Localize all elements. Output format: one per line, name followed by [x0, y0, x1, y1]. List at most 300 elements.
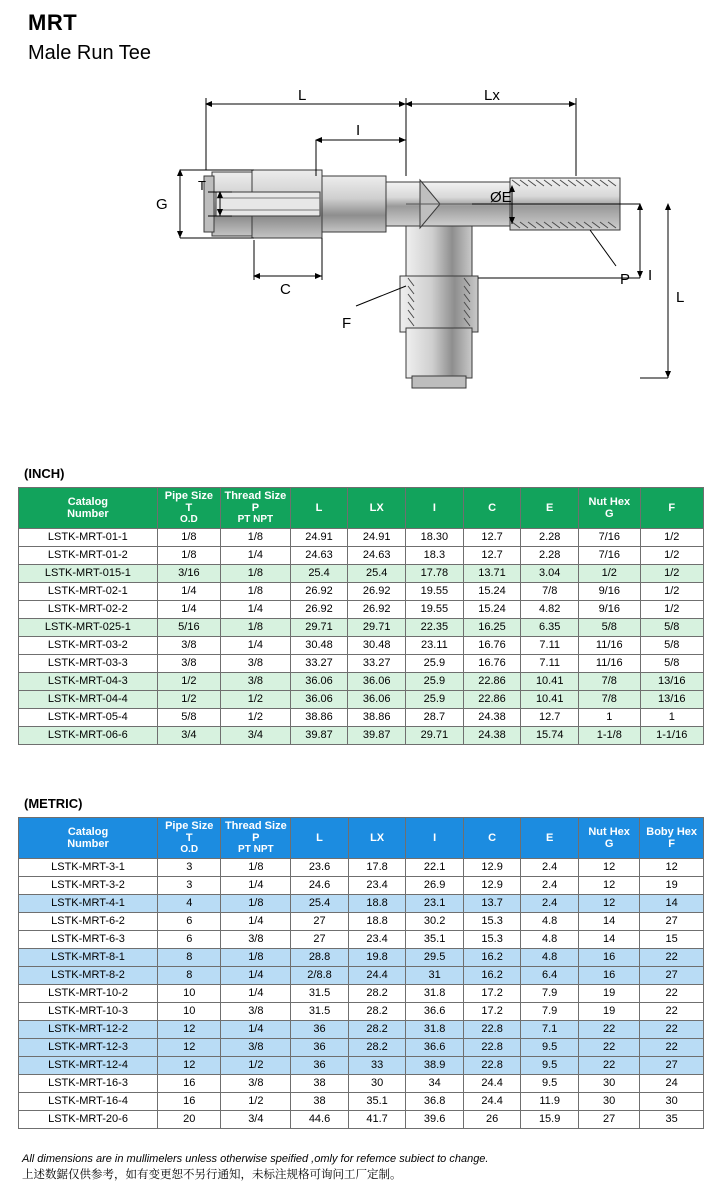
header-thread-size: Thread Size P PT NPT [221, 488, 291, 529]
cell-I: 36.6 [406, 1039, 464, 1057]
cell-L: 27 [291, 931, 349, 949]
cell-G: 1 [579, 709, 640, 727]
cell-G: 1/2 [579, 565, 640, 583]
cell-LX: 28.2 [348, 1003, 406, 1021]
cell-G: 12 [578, 877, 639, 895]
cell-C: 12.9 [463, 877, 521, 895]
product-code: MRT [28, 10, 78, 35]
cell-catalog-number: LSTK-MRT-16-4 [19, 1093, 158, 1111]
cell-L: 39.87 [290, 727, 348, 745]
cell-catalog-number: LSTK-MRT-04-3 [19, 673, 158, 691]
cell-C: 16.76 [463, 655, 521, 673]
cell-thread-size: 1/4 [221, 877, 291, 895]
cell-C: 12.7 [463, 529, 521, 547]
cell-E: 2.28 [521, 529, 579, 547]
cell-G: 5/8 [579, 619, 640, 637]
cell-E: 12.7 [521, 709, 579, 727]
cell-G: 1-1/8 [579, 727, 640, 745]
table-row [19, 727, 704, 745]
dim-label-I-right: I [648, 267, 653, 284]
cell-F: 22 [640, 985, 704, 1003]
cell-I: 25.9 [406, 691, 464, 709]
cell-G: 7/8 [579, 673, 640, 691]
cell-C: 17.2 [463, 985, 521, 1003]
cell-I: 31.8 [406, 1021, 464, 1039]
cell-pipe-size: 3/16 [157, 565, 220, 583]
metric-table-body [19, 859, 704, 1129]
cell-E: 6.35 [521, 619, 579, 637]
cell-pipe-size: 8 [158, 967, 221, 985]
cell-I: 25.9 [406, 655, 464, 673]
cell-LX: 24.4 [348, 967, 406, 985]
cell-F: 5/8 [640, 655, 703, 673]
header-pipe-size: Pipe Size T O.D [158, 818, 221, 859]
cell-C: 15.24 [463, 583, 521, 601]
cell-G: 12 [578, 859, 639, 877]
dim-label-E: ØE [490, 189, 512, 206]
cell-C: 12.9 [463, 859, 521, 877]
cell-catalog-number: LSTK-MRT-06-6 [19, 727, 158, 745]
cell-LX: 23.4 [348, 877, 406, 895]
cell-G: 11/16 [579, 637, 640, 655]
footer-notes [22, 1152, 702, 1183]
header-nut-hex-G: Nut Hex G [579, 488, 640, 529]
cell-pipe-size: 10 [158, 985, 221, 1003]
cell-I: 19.55 [406, 601, 464, 619]
table-header-row [19, 488, 704, 529]
cell-thread-size: 1/2 [221, 1057, 291, 1075]
cell-pipe-size: 1/8 [157, 547, 220, 565]
header-LX: LX [348, 488, 406, 529]
cell-pipe-size: 16 [158, 1075, 221, 1093]
inch-section-label: (INCH) [24, 466, 65, 481]
cell-F: 15 [640, 931, 704, 949]
cell-E: 7.9 [521, 1003, 579, 1021]
cell-L: 23.6 [291, 859, 349, 877]
cell-thread-size: 1/8 [221, 583, 291, 601]
cell-F: 1/2 [640, 601, 703, 619]
cell-LX: 17.8 [348, 859, 406, 877]
dim-label-T: T [198, 178, 206, 193]
cell-I: 35.1 [406, 931, 464, 949]
cell-E: 7.9 [521, 985, 579, 1003]
cell-L: 38.86 [290, 709, 348, 727]
cell-I: 34 [406, 1075, 464, 1093]
cell-F: 1 [640, 709, 703, 727]
table-row [19, 949, 704, 967]
cell-thread-size: 3/8 [221, 1075, 291, 1093]
cell-C: 22.86 [463, 673, 521, 691]
dim-label-C: C [280, 281, 291, 298]
cell-C: 16.25 [463, 619, 521, 637]
dim-label-P: P [620, 271, 631, 288]
cell-I: 22.1 [406, 859, 464, 877]
cell-thread-size: 1/4 [221, 547, 291, 565]
table-row [19, 619, 704, 637]
cell-catalog-number: LSTK-MRT-3-2 [19, 877, 158, 895]
cell-G: 22 [578, 1039, 639, 1057]
table-row [19, 1075, 704, 1093]
cell-catalog-number: LSTK-MRT-01-2 [19, 547, 158, 565]
cell-E: 9.5 [521, 1039, 579, 1057]
table-row [19, 529, 704, 547]
cell-E: 6.4 [521, 967, 579, 985]
cell-I: 23.1 [406, 895, 464, 913]
cell-C: 24.38 [463, 709, 521, 727]
metric-table [18, 817, 704, 1129]
cell-F: 22 [640, 949, 704, 967]
table-row [19, 859, 704, 877]
cell-I: 17.78 [406, 565, 464, 583]
cell-catalog-number: LSTK-MRT-8-1 [19, 949, 158, 967]
header-L: L [291, 818, 349, 859]
cell-G: 11/16 [579, 655, 640, 673]
cell-pipe-size: 3 [158, 859, 221, 877]
cell-pipe-size: 12 [158, 1039, 221, 1057]
dim-label-L-right: L [676, 289, 685, 306]
table-row [19, 565, 704, 583]
cell-E: 9.5 [521, 1075, 579, 1093]
table-row [19, 655, 704, 673]
cell-thread-size: 1/4 [221, 1021, 291, 1039]
cell-LX: 23.4 [348, 931, 406, 949]
cell-catalog-number: LSTK-MRT-16-3 [19, 1075, 158, 1093]
cell-thread-size: 1/4 [221, 967, 291, 985]
header-nut-hex-G: Nut Hex G [578, 818, 639, 859]
cell-catalog-number: LSTK-MRT-025-1 [19, 619, 158, 637]
cell-G: 22 [578, 1021, 639, 1039]
cell-catalog-number: LSTK-MRT-12-4 [19, 1057, 158, 1075]
table-row [19, 1111, 704, 1129]
cell-catalog-number: LSTK-MRT-015-1 [19, 565, 158, 583]
cell-thread-size: 1/2 [221, 709, 291, 727]
header-pipe-size: Pipe Size T O.D [157, 488, 220, 529]
cell-catalog-number: LSTK-MRT-6-2 [19, 913, 158, 931]
cell-F: 22 [640, 1021, 704, 1039]
dim-label-F: F [342, 315, 352, 332]
cell-G: 7/16 [579, 529, 640, 547]
cell-F: 12 [640, 859, 704, 877]
cell-pipe-size: 12 [158, 1057, 221, 1075]
cell-L: 31.5 [291, 1003, 349, 1021]
cell-L: 31.5 [291, 985, 349, 1003]
cell-catalog-number: LSTK-MRT-02-1 [19, 583, 158, 601]
cell-G: 7/8 [579, 691, 640, 709]
cell-I: 29.71 [406, 727, 464, 745]
cell-G: 14 [578, 931, 639, 949]
inch-table [18, 487, 704, 745]
cell-F: 27 [640, 913, 704, 931]
cell-E: 15.74 [521, 727, 579, 745]
cell-thread-size: 1/8 [221, 895, 291, 913]
cell-LX: 28.2 [348, 1039, 406, 1057]
cell-LX: 38.86 [348, 709, 406, 727]
footer-note-en: All dimensions are in mullimelers unless otherwise speified ,omly for refemce subiect to change. [22, 1153, 489, 1165]
cell-thread-size: 1/8 [221, 619, 291, 637]
cell-thread-size: 3/8 [221, 655, 291, 673]
table-row [19, 877, 704, 895]
cell-L: 36 [291, 1039, 349, 1057]
header-I: I [406, 488, 464, 529]
cell-E: 4.8 [521, 931, 579, 949]
header-thread-size: Thread Size P PT NPT [221, 818, 291, 859]
cell-catalog-number: LSTK-MRT-02-2 [19, 601, 158, 619]
cell-thread-size: 1/4 [221, 913, 291, 931]
cell-catalog-number: LSTK-MRT-4-1 [19, 895, 158, 913]
cell-catalog-number: LSTK-MRT-3-1 [19, 859, 158, 877]
header-C: C [463, 818, 521, 859]
cell-thread-size: 3/8 [221, 673, 291, 691]
table-row [19, 1057, 704, 1075]
cell-C: 24.38 [463, 727, 521, 745]
cell-G: 7/16 [579, 547, 640, 565]
cell-E: 7.11 [521, 637, 579, 655]
cell-F: 35 [640, 1111, 704, 1129]
cell-pipe-size: 10 [158, 1003, 221, 1021]
cell-E: 4.8 [521, 949, 579, 967]
cell-LX: 19.8 [348, 949, 406, 967]
header-LX: LX [348, 818, 406, 859]
cell-E: 7.1 [521, 1021, 579, 1039]
dim-label-Lx: Lx [484, 87, 500, 104]
cell-pipe-size: 1/8 [157, 529, 220, 547]
cell-L: 30.48 [290, 637, 348, 655]
cell-C: 16.2 [463, 949, 521, 967]
cell-G: 22 [578, 1057, 639, 1075]
cell-pipe-size: 1/4 [157, 601, 220, 619]
cell-thread-size: 3/4 [221, 727, 291, 745]
table-row [19, 547, 704, 565]
cell-E: 2.4 [521, 895, 579, 913]
cell-G: 16 [578, 949, 639, 967]
cell-pipe-size: 6 [158, 913, 221, 931]
cell-pipe-size: 3 [158, 877, 221, 895]
cell-G: 9/16 [579, 583, 640, 601]
cell-C: 22.8 [463, 1039, 521, 1057]
cell-L: 33.27 [290, 655, 348, 673]
technical-drawing [120, 80, 700, 450]
cell-catalog-number: LSTK-MRT-6-3 [19, 931, 158, 949]
cell-F: 27 [640, 1057, 704, 1075]
table-row [19, 1093, 704, 1111]
dim-label-I-top: I [356, 122, 361, 139]
cell-thread-size: 1/4 [221, 985, 291, 1003]
cell-C: 15.24 [463, 601, 521, 619]
cell-L: 24.6 [291, 877, 349, 895]
cell-LX: 24.63 [348, 547, 406, 565]
header-F: F [640, 488, 703, 529]
table-row [19, 601, 704, 619]
cell-C: 15.3 [463, 931, 521, 949]
table-row [19, 967, 704, 985]
metric-section-label: (METRIC) [24, 796, 83, 811]
cell-G: 19 [578, 1003, 639, 1021]
header-I: I [406, 818, 464, 859]
cell-F: 13/16 [640, 691, 703, 709]
header-catalog-number: Catalog Number [19, 488, 158, 529]
cell-L: 38 [291, 1093, 349, 1111]
cell-E: 4.8 [521, 913, 579, 931]
cell-L: 24.63 [290, 547, 348, 565]
cell-thread-size: 1/2 [221, 691, 291, 709]
cell-L: 24.91 [290, 529, 348, 547]
cell-L: 27 [291, 913, 349, 931]
cell-LX: 28.2 [348, 985, 406, 1003]
cell-L: 36 [291, 1021, 349, 1039]
dim-label-G: G [156, 196, 168, 213]
cell-I: 29.5 [406, 949, 464, 967]
cell-pipe-size: 5/8 [157, 709, 220, 727]
cell-F: 30 [640, 1093, 704, 1111]
cell-F: 13/16 [640, 673, 703, 691]
cell-C: 22.8 [463, 1021, 521, 1039]
cell-C: 13.7 [463, 895, 521, 913]
cell-C: 22.86 [463, 691, 521, 709]
cell-L: 36.06 [290, 691, 348, 709]
table-header-row [19, 818, 704, 859]
cell-catalog-number: LSTK-MRT-20-6 [19, 1111, 158, 1129]
cell-thread-size: 3/8 [221, 1003, 291, 1021]
table-row [19, 637, 704, 655]
cell-F: 22 [640, 1003, 704, 1021]
cell-E: 10.41 [521, 673, 579, 691]
cell-thread-size: 1/8 [221, 565, 291, 583]
cell-E: 2.4 [521, 877, 579, 895]
cell-C: 17.2 [463, 1003, 521, 1021]
cell-thread-size: 1/8 [221, 949, 291, 967]
cell-LX: 26.92 [348, 583, 406, 601]
cell-LX: 18.8 [348, 913, 406, 931]
cell-F: 1/2 [640, 547, 703, 565]
cell-E: 7.11 [521, 655, 579, 673]
cell-I: 25.9 [406, 673, 464, 691]
cell-I: 19.55 [406, 583, 464, 601]
cell-L: 44.6 [291, 1111, 349, 1129]
cell-L: 25.4 [291, 895, 349, 913]
cell-thread-size: 1/2 [221, 1093, 291, 1111]
cell-I: 39.6 [406, 1111, 464, 1129]
cell-LX: 39.87 [348, 727, 406, 745]
cell-I: 18.30 [406, 529, 464, 547]
cell-E: 3.04 [521, 565, 579, 583]
cell-I: 18.3 [406, 547, 464, 565]
header-catalog-number: Catalog Number [19, 818, 158, 859]
cell-LX: 33.27 [348, 655, 406, 673]
cell-catalog-number: LSTK-MRT-10-2 [19, 985, 158, 1003]
footer-note-cn: 上述数鋸仅供参考，如有变更恕不另行通知，未标注规格可询问工厂定制。 [22, 1169, 402, 1181]
table-row [19, 583, 704, 601]
table-row [19, 1003, 704, 1021]
table-row [19, 1021, 704, 1039]
cell-G: 12 [578, 895, 639, 913]
cell-F: 1/2 [640, 565, 703, 583]
cell-G: 14 [578, 913, 639, 931]
cell-catalog-number: LSTK-MRT-03-3 [19, 655, 158, 673]
cell-pipe-size: 3/8 [157, 637, 220, 655]
cell-C: 16.76 [463, 637, 521, 655]
cell-E: 2.28 [521, 547, 579, 565]
cell-G: 30 [578, 1093, 639, 1111]
table-row [19, 691, 704, 709]
cell-thread-size: 1/8 [221, 529, 291, 547]
cell-pipe-size: 8 [158, 949, 221, 967]
cell-C: 15.3 [463, 913, 521, 931]
cell-E: 9.5 [521, 1057, 579, 1075]
cell-thread-size: 3/4 [221, 1111, 291, 1129]
cell-E: 11.9 [521, 1093, 579, 1111]
cell-catalog-number: LSTK-MRT-10-3 [19, 1003, 158, 1021]
cell-LX: 36.06 [348, 691, 406, 709]
cell-LX: 24.91 [348, 529, 406, 547]
cell-LX: 30.48 [348, 637, 406, 655]
cell-I: 26.9 [406, 877, 464, 895]
cell-catalog-number: LSTK-MRT-8-2 [19, 967, 158, 985]
cell-I: 30.2 [406, 913, 464, 931]
cell-pipe-size: 12 [158, 1021, 221, 1039]
cell-F: 1/2 [640, 529, 703, 547]
cell-LX: 25.4 [348, 565, 406, 583]
cell-L: 28.8 [291, 949, 349, 967]
cell-G: 19 [578, 985, 639, 1003]
cell-LX: 35.1 [348, 1093, 406, 1111]
cell-F: 1-1/16 [640, 727, 703, 745]
cell-LX: 36.06 [348, 673, 406, 691]
cell-L: 36 [291, 1057, 349, 1075]
cell-F: 5/8 [640, 637, 703, 655]
cell-I: 38.9 [406, 1057, 464, 1075]
cell-E: 10.41 [521, 691, 579, 709]
cell-E: 15.9 [521, 1111, 579, 1129]
cell-I: 22.35 [406, 619, 464, 637]
cell-I: 23.11 [406, 637, 464, 655]
cell-C: 26 [463, 1111, 521, 1129]
table-row [19, 931, 704, 949]
header-body-hex-F: Boby Hex F [640, 818, 704, 859]
table-row [19, 673, 704, 691]
dim-label-L: L [298, 87, 307, 104]
cell-LX: 26.92 [348, 601, 406, 619]
inch-table-body [19, 529, 704, 745]
cell-pipe-size: 1/2 [157, 673, 220, 691]
cell-thread-size: 1/4 [221, 601, 291, 619]
header-E: E [521, 488, 579, 529]
cell-E: 4.82 [521, 601, 579, 619]
cell-LX: 28.2 [348, 1021, 406, 1039]
cell-F: 14 [640, 895, 704, 913]
cell-L: 26.92 [290, 601, 348, 619]
cell-pipe-size: 20 [158, 1111, 221, 1129]
cell-I: 28.7 [406, 709, 464, 727]
table-row [19, 1039, 704, 1057]
cell-C: 13.71 [463, 565, 521, 583]
cell-pipe-size: 3/8 [157, 655, 220, 673]
cell-C: 24.4 [463, 1075, 521, 1093]
cell-F: 1/2 [640, 583, 703, 601]
header-C: C [463, 488, 521, 529]
cell-F: 27 [640, 967, 704, 985]
table-row [19, 985, 704, 1003]
cell-thread-size: 1/4 [221, 637, 291, 655]
table-row [19, 895, 704, 913]
cell-LX: 18.8 [348, 895, 406, 913]
cell-L: 38 [291, 1075, 349, 1093]
cell-F: 24 [640, 1075, 704, 1093]
cell-catalog-number: LSTK-MRT-04-4 [19, 691, 158, 709]
cell-E: 7/8 [521, 583, 579, 601]
cell-F: 19 [640, 877, 704, 895]
cell-F: 22 [640, 1039, 704, 1057]
cell-LX: 29.71 [348, 619, 406, 637]
